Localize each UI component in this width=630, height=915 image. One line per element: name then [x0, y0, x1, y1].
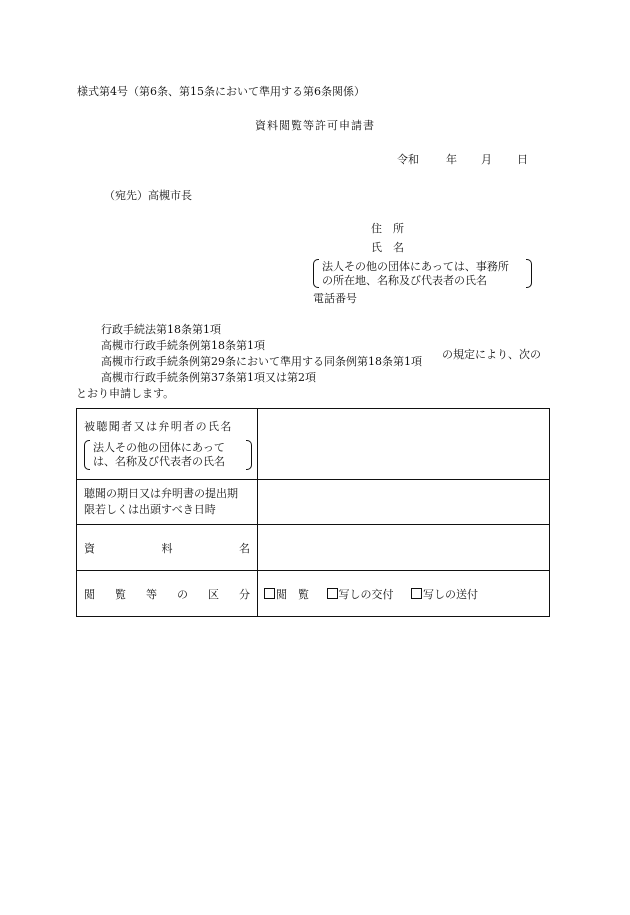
viewing-type-label-cell — [77, 571, 258, 617]
row-viewing-type — [77, 571, 550, 617]
checkbox-viewing[interactable] — [264, 588, 275, 599]
label-char: の — [177, 587, 188, 601]
row-document-name — [77, 525, 550, 571]
law-item: 高槻市行政手続条例第18条第1項 — [101, 339, 265, 352]
respondent-note — [84, 440, 252, 470]
option-copy-mailing-label: 写しの送付 — [423, 587, 478, 601]
checkbox-copy-mailing[interactable] — [411, 588, 422, 599]
hearing-date-label-line2: 限若しくは出頭すべき日時 — [84, 503, 216, 516]
date-month: 月 — [481, 153, 492, 166]
option-copy-delivery-label: 写しの交付 — [338, 587, 394, 601]
respondent-note-line1: 法人その他の団体にあって — [93, 441, 225, 454]
law-suffix: の規定により、次の — [442, 348, 541, 361]
request-text: とおり申請します。 — [76, 387, 175, 400]
date-day: 日 — [517, 153, 528, 166]
document-name-field[interactable] — [258, 525, 550, 571]
form-number: 様式第4号（第6条、第15条において準用する第6条関係） — [77, 85, 365, 98]
date-year: 年 — [446, 153, 457, 166]
document-title: 資料閲覧等許可申請書 — [255, 119, 375, 132]
hearing-date-label-line1: 聴聞の期日又は弁明書の提出期 — [84, 487, 238, 500]
application-table — [76, 408, 550, 617]
checkbox-copy-delivery[interactable] — [327, 588, 338, 599]
corporate-note-line2: の所在地、名称及び代表者の氏名 — [322, 274, 487, 287]
respondent-name-label-cell — [77, 409, 258, 480]
address-label: 住 所 — [371, 222, 404, 235]
option-copy-mailing[interactable] — [411, 586, 478, 602]
label-char: 分 — [239, 587, 250, 601]
hearing-date-field[interactable] — [258, 480, 550, 525]
document-name-label — [84, 540, 250, 556]
label-char: 区 — [208, 587, 219, 601]
bracket-right — [246, 440, 252, 470]
row-respondent-name — [77, 409, 550, 480]
corporate-note — [313, 259, 532, 288]
row-hearing-date — [77, 480, 550, 525]
respondent-name-field[interactable] — [258, 409, 550, 480]
viewing-type-options — [258, 571, 550, 617]
name-label: 氏 名 — [371, 241, 404, 254]
label-char: 等 — [146, 587, 157, 601]
label-char: 料 — [161, 541, 173, 555]
label-char: 覧 — [115, 587, 126, 601]
label-char: 資 — [84, 541, 95, 555]
law-item: 高槻市行政手続条例第29条において準用する同条例第18条第1項 — [101, 355, 422, 368]
corporate-note-line1: 法人その他の団体にあっては、事務所 — [322, 260, 509, 273]
label-char: 閲 — [84, 587, 95, 601]
law-item: 高槻市行政手続条例第37条第1項又は第2項 — [101, 371, 316, 384]
label-char: 名 — [239, 541, 250, 555]
hearing-date-label-cell — [77, 480, 258, 525]
bracket-left — [84, 440, 90, 470]
document-name-label-cell — [77, 525, 258, 571]
option-viewing-label: 閲 覧 — [276, 587, 309, 601]
law-item: 行政手続法第18条第1項 — [101, 323, 221, 336]
addressee: （宛先）高槻市長 — [104, 189, 192, 202]
option-copy-delivery[interactable] — [327, 586, 394, 602]
option-viewing[interactable] — [264, 586, 309, 602]
respondent-note-line2: は、名称及び代表者の氏名 — [93, 455, 225, 468]
date-era: 令和 — [397, 153, 419, 166]
viewing-type-label — [84, 586, 250, 602]
bracket-left — [313, 259, 319, 288]
bracket-right — [526, 259, 532, 288]
respondent-name-label: 被聴聞者又は弁明者の氏名 — [84, 420, 233, 433]
phone-label: 電話番号 — [313, 292, 357, 305]
